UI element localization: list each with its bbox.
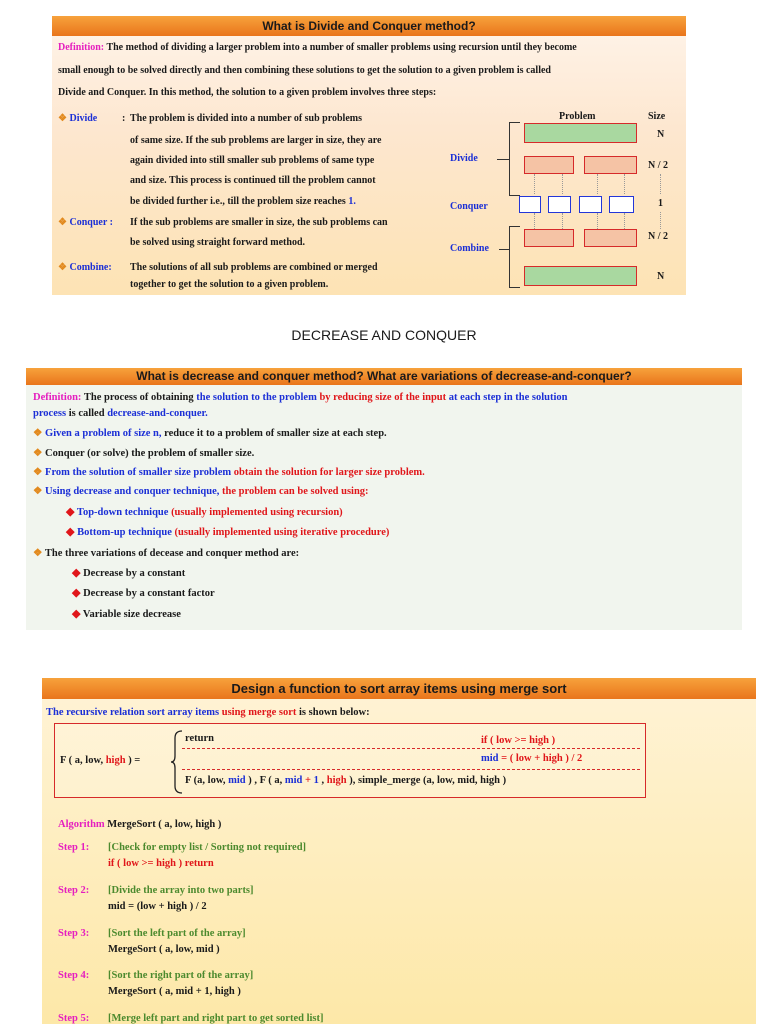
dotted-line bbox=[624, 174, 625, 194]
bullet-icon: ❖ bbox=[33, 428, 43, 439]
divide-text-last: be divided further i.e., till the problem size reaches bbox=[130, 196, 346, 207]
step-label: Step 3: bbox=[58, 928, 90, 939]
diamond-bullet-icon: ◆ bbox=[72, 567, 81, 579]
definition-label: Definition: bbox=[58, 42, 105, 53]
step-comment: [Sort the left part of the array] bbox=[108, 928, 246, 939]
divide-heading bbox=[58, 113, 97, 125]
subproblem-box bbox=[584, 156, 637, 174]
intro-line bbox=[46, 707, 370, 719]
slide-title: Design a function to sort array items using merge sort bbox=[42, 678, 756, 699]
bullet-item bbox=[33, 467, 425, 479]
conquer-text: If the sub problems are smaller in size, the sub problems can bbox=[130, 217, 388, 228]
step-label: Step 5: bbox=[58, 1013, 90, 1024]
step-comment: [Merge left part and right part to get sorted list] bbox=[108, 1013, 324, 1024]
definition-label: Definition: bbox=[33, 392, 82, 403]
bullet-text: (usually implemented using iterative procedure) bbox=[174, 527, 390, 538]
dotted-line bbox=[660, 174, 661, 194]
bullet-icon: ❖ bbox=[33, 448, 43, 459]
bullet-icon: ❖ bbox=[33, 467, 43, 478]
conquer-stage-label: Conquer bbox=[450, 201, 488, 212]
dotted-line bbox=[624, 213, 625, 229]
bullet-text: Conquer (or solve) the problem of smaller size. bbox=[45, 448, 255, 459]
step-comment: [Divide the array into two parts] bbox=[108, 885, 254, 896]
case-text: ), simple_merge (a, low, mid, high ) bbox=[349, 775, 507, 786]
divide-stage-label: Divide bbox=[450, 153, 478, 164]
variation-text: Decrease by a constant bbox=[83, 568, 186, 579]
combine-bracket bbox=[509, 226, 520, 288]
dashed-divider bbox=[182, 748, 640, 749]
size-column-label: Size bbox=[648, 111, 666, 122]
divide-text: again divided into still smaller sub problems of same type bbox=[130, 155, 375, 166]
dotted-line bbox=[562, 174, 563, 194]
step-comment: [Check for empty list / Sorting not required] bbox=[108, 842, 307, 853]
section-heading: DECREASE AND CONQUER bbox=[291, 327, 477, 343]
diamond-bullet-icon: ◆ bbox=[66, 526, 75, 538]
intro-text: The recursive relation sort array items bbox=[46, 707, 220, 718]
size-label: N / 2 bbox=[648, 231, 668, 242]
bullet-text: Using decrease and conquer technique, bbox=[45, 486, 220, 497]
bullet-icon: ❖ bbox=[58, 113, 67, 124]
diamond-bullet-icon: ◆ bbox=[72, 587, 81, 599]
definition-line bbox=[33, 408, 208, 420]
divide-size-one: 1. bbox=[348, 196, 356, 207]
divide-conquer-slide bbox=[52, 16, 686, 295]
sub-bullet-item bbox=[66, 526, 389, 539]
definition-text: the solution to the problem bbox=[196, 392, 317, 403]
problem-column-label: Problem bbox=[559, 111, 596, 122]
recurrence-text: high bbox=[105, 755, 126, 766]
case-condition bbox=[481, 735, 555, 747]
bullet-text: From the solution of smaller size problem bbox=[45, 467, 232, 478]
case-text: + bbox=[305, 775, 311, 786]
small-subproblem-box bbox=[519, 196, 541, 213]
recurrence-text: ) = bbox=[128, 755, 141, 766]
variation-text: Decrease by a constant factor bbox=[83, 588, 215, 599]
small-subproblem-box bbox=[609, 196, 634, 213]
divide-label: Divide bbox=[69, 113, 98, 124]
intro-text: is shown below: bbox=[299, 707, 370, 718]
dotted-line bbox=[660, 212, 661, 229]
bullet-text: reduce it to a problem of smaller size at each step. bbox=[164, 428, 387, 439]
bullet-icon: ❖ bbox=[58, 217, 67, 228]
step-label: Step 1: bbox=[58, 842, 90, 853]
combine-text: together to get the solution to a given problem. bbox=[130, 279, 329, 290]
step-code: if ( low >= high ) return bbox=[108, 858, 214, 869]
definition-text: by reducing size of the input bbox=[319, 392, 447, 403]
combine-label: Combine: bbox=[69, 262, 112, 273]
variation-text: Variable size decrease bbox=[82, 609, 181, 620]
bullet-icon: ❖ bbox=[33, 548, 43, 559]
definition-line: Divide and Conquer. In this method, the solution to a given problem involves three steps: bbox=[58, 87, 437, 98]
divide-text bbox=[130, 196, 356, 208]
definition-text: process bbox=[33, 408, 67, 419]
small-subproblem-box bbox=[548, 196, 571, 213]
variation-item bbox=[72, 567, 185, 580]
case-text: F (a, low, bbox=[185, 775, 226, 786]
dashed-divider bbox=[182, 769, 640, 770]
diamond-bullet-icon: ◆ bbox=[66, 506, 75, 518]
size-label: N bbox=[657, 129, 665, 140]
definition-line bbox=[58, 42, 577, 54]
definition-text: is called bbox=[68, 408, 105, 419]
algorithm-label: Algorithm bbox=[58, 819, 105, 830]
conquer-heading bbox=[58, 217, 113, 229]
size-label: N bbox=[657, 271, 665, 282]
step-label: Step 4: bbox=[58, 970, 90, 981]
colon: : bbox=[122, 113, 126, 124]
algorithm-name: MergeSort ( a, low, high ) bbox=[107, 819, 222, 830]
case-text: ) , F ( a, bbox=[248, 775, 283, 786]
case-text: mid bbox=[228, 775, 246, 786]
intro-text: using merge sort bbox=[221, 707, 297, 718]
step-label: Step 2: bbox=[58, 885, 90, 896]
case-text: if ( low >= bbox=[481, 735, 527, 746]
definition-text: The process of obtaining bbox=[83, 392, 194, 403]
bullet-text: Given a problem of size n, bbox=[45, 428, 162, 439]
case-text: 1 bbox=[313, 775, 319, 786]
divide-bracket bbox=[509, 122, 520, 196]
combine-text: The solutions of all sub problems are combined or merged bbox=[130, 262, 378, 273]
dotted-line bbox=[534, 174, 535, 194]
small-subproblem-box bbox=[579, 196, 602, 213]
bullet-text: The three variations of decease and conquer method are: bbox=[44, 548, 300, 559]
connector bbox=[499, 249, 509, 250]
bullet-item bbox=[33, 486, 369, 498]
case-text: ) / 2 bbox=[565, 753, 583, 764]
size-label: N / 2 bbox=[648, 160, 668, 171]
dotted-line bbox=[562, 213, 563, 229]
bullet-text: (usually implemented using recursion) bbox=[171, 507, 343, 518]
divide-text: The problem is divided into a number of sub problems bbox=[130, 113, 362, 124]
case-recursive bbox=[185, 775, 506, 787]
recurrence-lhs bbox=[60, 755, 140, 767]
decrease-conquer-slide bbox=[26, 368, 742, 630]
divide-text: and size. This process is continued till the problem cannot bbox=[130, 175, 376, 186]
subproblem-box bbox=[524, 156, 574, 174]
variation-item bbox=[72, 608, 181, 621]
solution-box bbox=[524, 266, 637, 286]
curly-brace-icon bbox=[171, 730, 183, 794]
size-label: 1 bbox=[658, 198, 663, 209]
bullet-item bbox=[33, 448, 254, 460]
case-text: high bbox=[529, 735, 549, 746]
definition-line bbox=[33, 392, 568, 404]
bullet-text: obtain the solution for larger size problem. bbox=[233, 467, 425, 478]
conquer-label: Conquer : bbox=[69, 217, 113, 228]
conquer-text: be solved using straight forward method. bbox=[130, 237, 306, 248]
subsolution-box bbox=[524, 229, 574, 247]
case-text: ) bbox=[551, 735, 556, 746]
bullet-text: Bottom-up technique bbox=[77, 527, 172, 538]
sub-bullet-item bbox=[66, 506, 343, 519]
dotted-line bbox=[534, 213, 535, 229]
dotted-line bbox=[597, 213, 598, 229]
case-text: high bbox=[542, 753, 563, 764]
divide-text: of same size. If the sub problems are larger in size, they are bbox=[130, 135, 382, 146]
subsolution-box bbox=[584, 229, 637, 247]
step-code: MergeSort ( a, low, mid ) bbox=[108, 944, 220, 955]
case-text: mid bbox=[481, 753, 499, 764]
slide-title: What is Divide and Conquer method? bbox=[52, 16, 686, 36]
definition-line: small enough to be solved directly and then combining these solutions to get the solution to a given problem is called bbox=[58, 65, 551, 76]
algorithm-header bbox=[58, 819, 221, 831]
recurrence-text: F ( a, low, bbox=[60, 755, 104, 766]
step-comment: [Sort the right part of the array] bbox=[108, 970, 254, 981]
variation-item bbox=[72, 587, 215, 600]
bullet-icon: ❖ bbox=[58, 262, 67, 273]
merge-sort-slide bbox=[42, 678, 756, 1024]
step-code: MergeSort ( a, mid + 1, high ) bbox=[108, 986, 241, 997]
bullet-text: the problem can be solved using: bbox=[222, 486, 369, 497]
connector bbox=[497, 159, 509, 160]
bullet-icon: ❖ bbox=[33, 486, 43, 497]
case-text: mid bbox=[284, 775, 303, 786]
definition-text: decrease-and-conquer. bbox=[107, 408, 208, 419]
case-text: = ( low + bbox=[501, 753, 541, 764]
diamond-bullet-icon: ◆ bbox=[72, 608, 81, 620]
case-text: , bbox=[321, 775, 325, 786]
case-return: return bbox=[185, 733, 214, 744]
bullet-item bbox=[33, 548, 299, 560]
problem-box bbox=[524, 123, 637, 143]
definition-text: The method of dividing a larger problem into a number of smaller problems using recursion until they become bbox=[106, 42, 577, 53]
step-code: mid = (low + high ) / 2 bbox=[108, 901, 207, 912]
combine-heading bbox=[58, 262, 112, 274]
case-text: high bbox=[326, 775, 347, 786]
slide-title: What is decrease and conquer method? What are variations of decrease-and-conquer? bbox=[26, 368, 742, 385]
dotted-line bbox=[597, 174, 598, 194]
bullet-item bbox=[33, 428, 387, 440]
definition-text: at each step in the solution bbox=[448, 392, 568, 403]
combine-stage-label: Combine bbox=[450, 243, 489, 254]
bullet-text: Top-down technique bbox=[76, 507, 169, 518]
case-mid bbox=[481, 753, 582, 765]
